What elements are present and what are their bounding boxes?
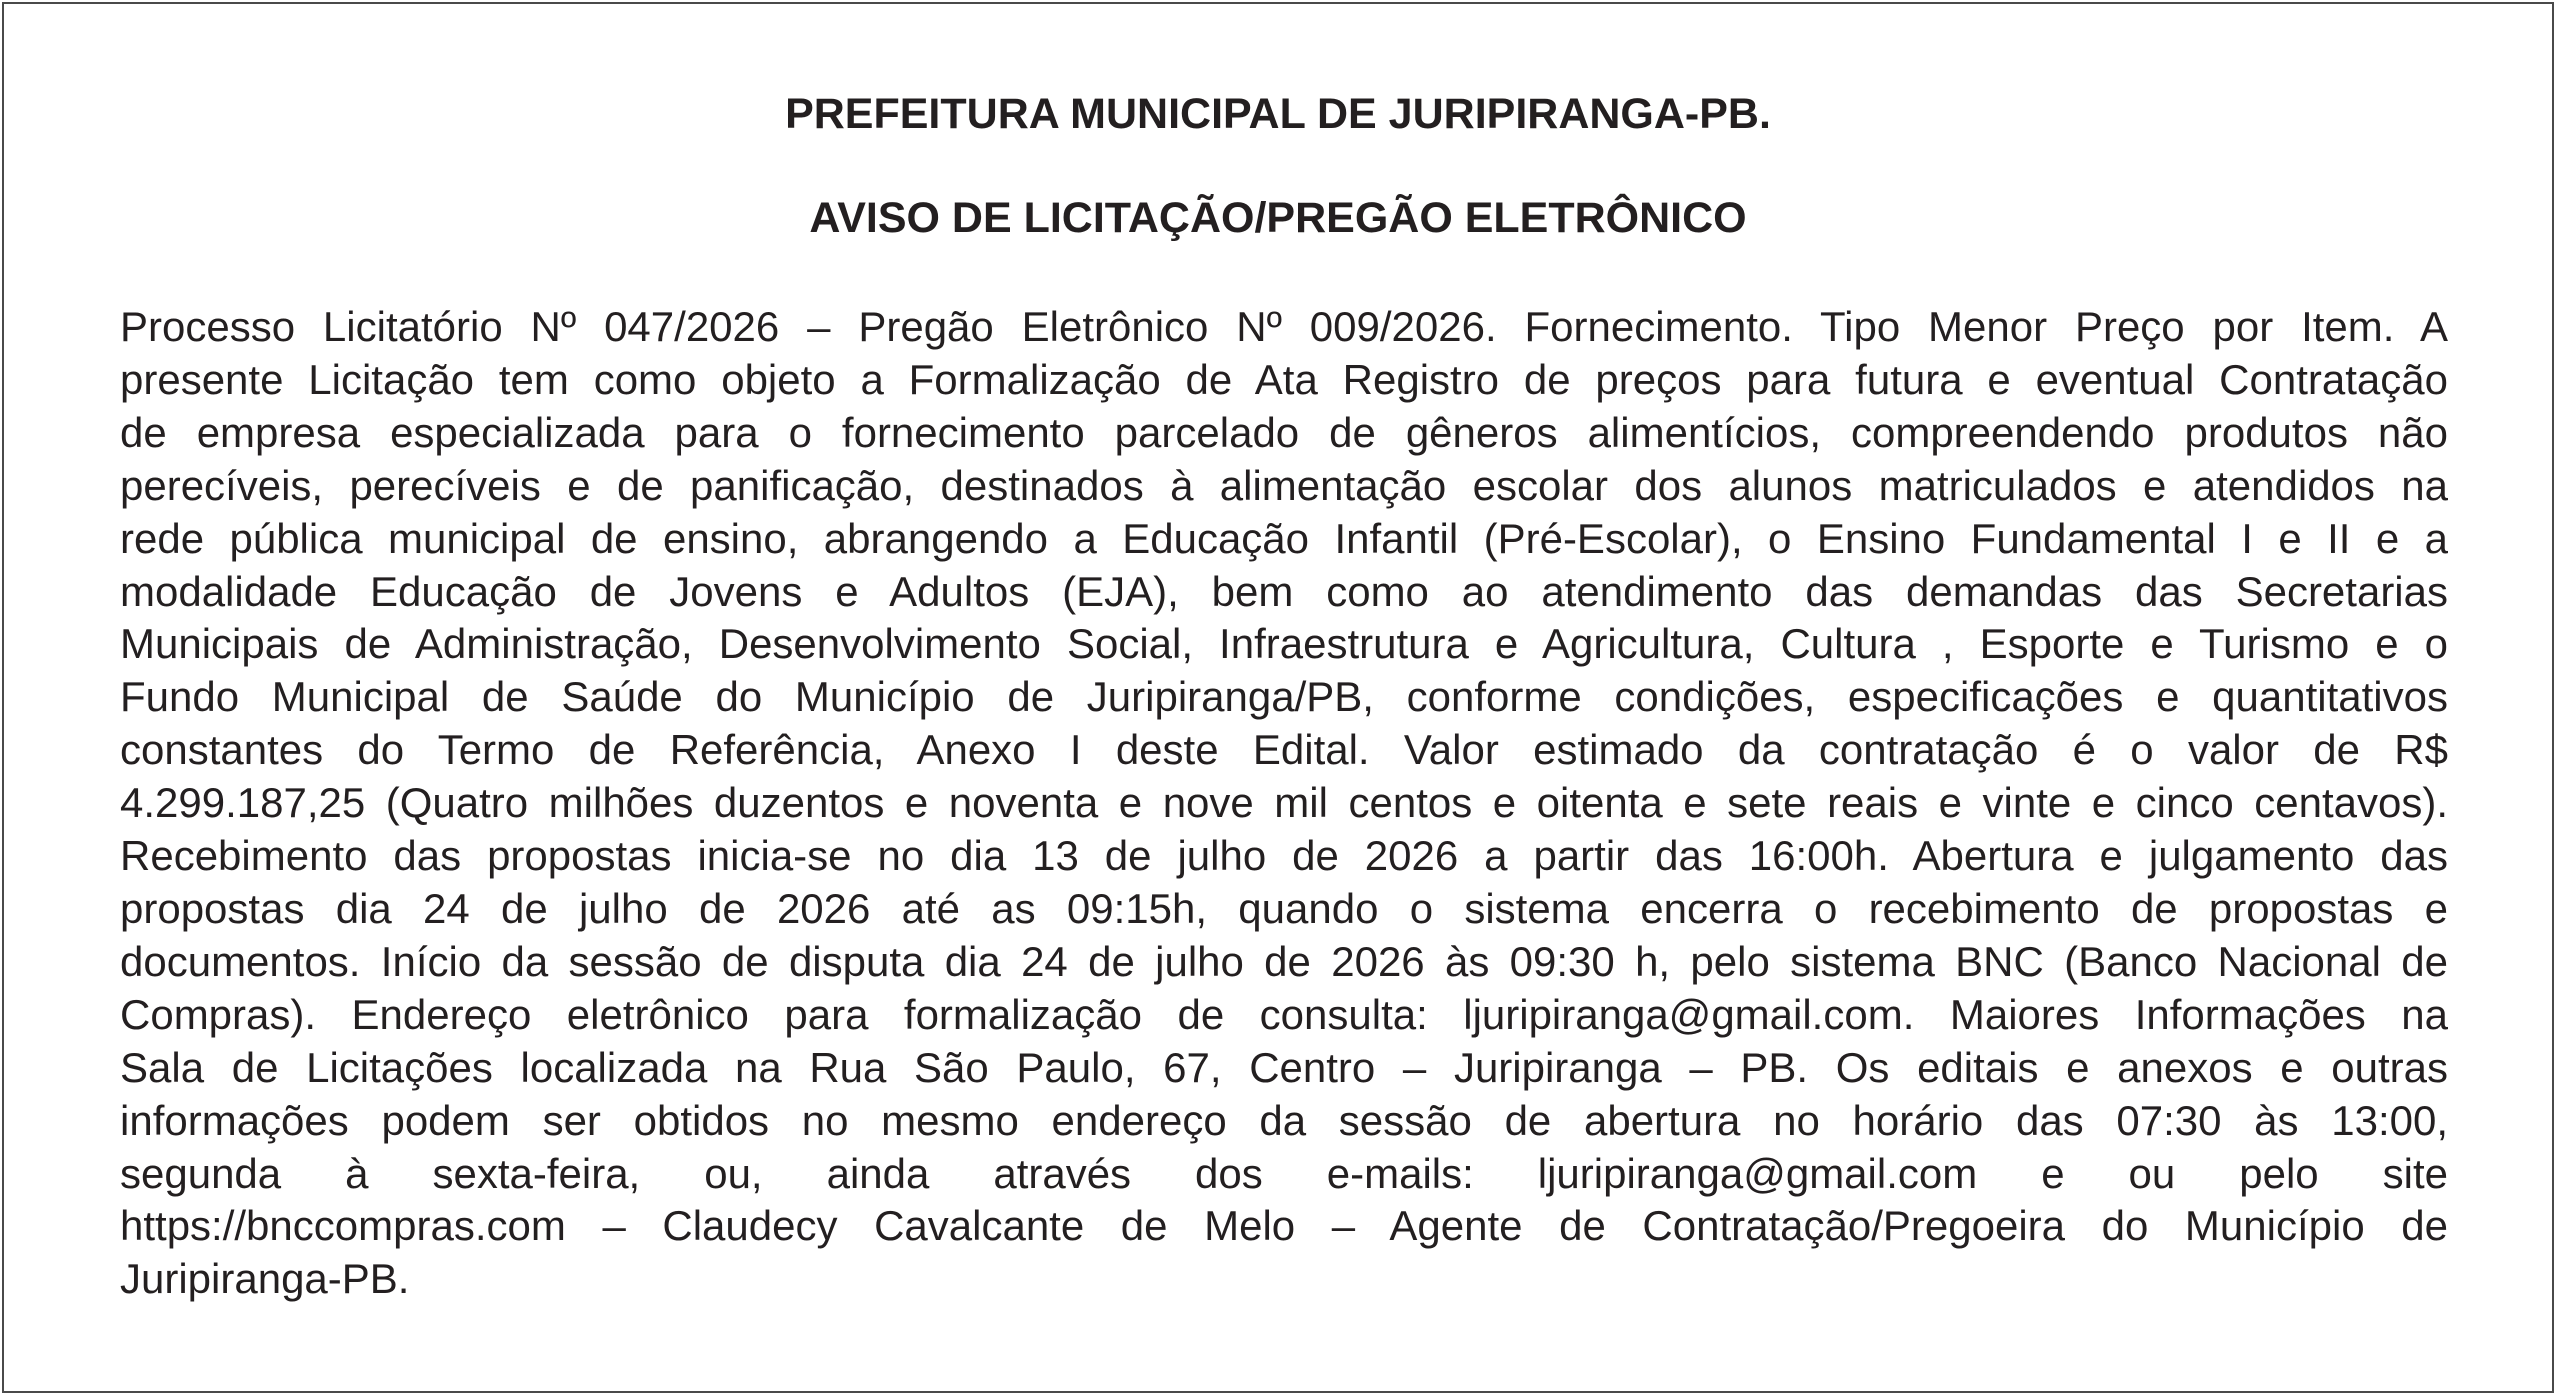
body-line: 4.299.187,25 (Quatro milhões duzentos e noventa e nove mil centos e oitenta e sete reais e vinte e cinco centavos). — [120, 779, 2448, 827]
body-line: Juripiranga-PB. — [120, 1255, 410, 1303]
notice-body — [120, 301, 2448, 1306]
body-line: documentos. Início da sessão de disputa dia 24 de julho de 2026 às 09:30 h, pelo sistema BNC (Banco Nacional de — [120, 937, 2448, 985]
body-line: Recebimento das propostas inicia-se no dia 13 de julho de 2026 a partir das 16:00h. Abertura e julgamento das — [120, 832, 2448, 880]
body-line: de empresa especializada para o fornecimento parcelado de gêneros alimentícios, compreendendo produtos não — [120, 408, 2448, 456]
notice-subtitle: AVISO DE LICITAÇÃO/PREGÃO ELETRÔNICO — [809, 194, 1747, 242]
body-line: constantes do Termo de Referência, Anexo I deste Edital. Valor estimado da contratação é o valor de R$ — [120, 726, 2448, 774]
notice-frame — [2, 2, 2554, 1393]
body-line: informações podem ser obtidos no mesmo endereço da sessão de abertura no horário das 07:30 às 13:00, — [120, 1096, 2448, 1144]
body-line: Processo Licitatório Nº 047/2026 – Pregão Eletrônico Nº 009/2026. Fornecimento. Tipo Menor Preço por Item. A — [120, 303, 2448, 350]
body-line: perecíveis, perecíveis e de panificação, destinados à alimentação escolar dos alunos matriculados e atendidos na — [120, 461, 2448, 509]
body-line: Compras). Endereço eletrônico para formalização de consulta: ljuripiranga@gmail.com. Maiores Informações na — [120, 990, 2448, 1038]
body-line: modalidade Educação de Jovens e Adultos (EJA), bem como ao atendimento das demandas das Secretarias — [120, 567, 2448, 615]
notice-title: PREFEITURA MUNICIPAL DE JURIPIRANGA-PB. — [785, 90, 1771, 138]
body-line: Fundo Municipal de Saúde do Município de Juripiranga/PB, conforme condições, especificações e quantitativos — [120, 673, 2448, 721]
body-line: presente Licitação tem como objeto a Formalização de Ata Registro de preços para futura e eventual Contratação — [120, 355, 2448, 403]
body-line: Sala de Licitações localizada na Rua São Paulo, 67, Centro – Juripiranga – PB. Os editais e anexos e outras — [120, 1043, 2448, 1091]
body-line: propostas dia 24 de julho de 2026 até as 09:15h, quando o sistema encerra o recebimento de propostas e — [120, 884, 2448, 932]
body-line: segunda à sexta-feira, ou, ainda através dos e-mails: ljuripiranga@gmail.com e ou pelo site — [120, 1149, 2448, 1197]
body-line: Municipais de Administração, Desenvolvimento Social, Infraestrutura e Agricultura, Cultura , Esporte e Turismo e o — [120, 620, 2448, 668]
body-line: rede pública municipal de ensino, abrangendo a Educação Infantil (Pré-Escolar), o Ensino Fundamental I e II e a — [120, 514, 2448, 562]
body-line: https://bnccompras.com – Claudecy Cavalcante de Melo – Agente de Contratação/Pregoeira do Município de — [120, 1202, 2448, 1250]
